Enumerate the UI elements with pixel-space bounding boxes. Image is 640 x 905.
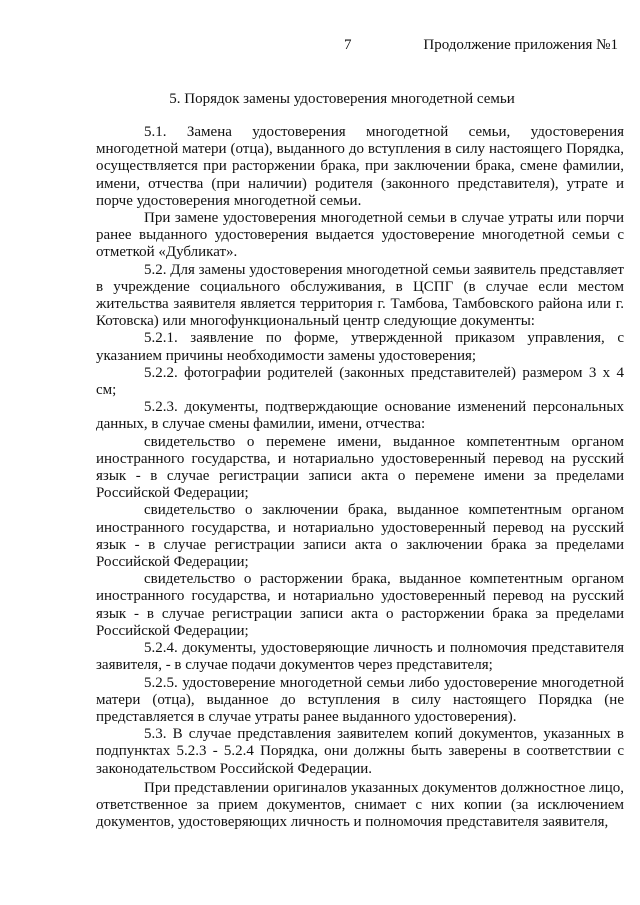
paragraph-5-2-5: 5.2.5. удостоверение многодетной семьи либо удостоверение многодетной матери (отца), выданное до вступления в силу настоящего Порядка (не представляется в случае утраты ранее выданного удостоверения).	[96, 674, 624, 725]
paragraph-duplicate: При замене удостоверения многодетной семьи в случае утраты или порчи ранее выданного удостоверения выдается удостоверение многодетной семьи с отметкой «Дубликат».	[96, 210, 624, 261]
section-title: 5. Порядок замены удостоверения многодетной семьи	[169, 91, 515, 107]
paragraph-5-1: 5.1. Замена удостоверения многодетной семьи, удостоверения многодетной матери (отца), выданного до вступления в силу настоящего Порядка, осуществляется при расторжении брака, при заключении брака, смене фамилии, имени, отчества (при наличии) родителя (законного представителя), утрате и порче удостоверения многодетной семьи.	[96, 124, 624, 209]
paragraph-5-2-2: 5.2.2. фотографии родителей (законных представителей) размером 3 х 4 см;	[96, 364, 624, 399]
page-number: 7	[344, 37, 352, 53]
paragraph-originals: При представлении оригиналов указанных документов должностное лицо, ответственное за прием документов, снимает с них копии (за исключением документов, удостоверяющих личность и полномочия представителя заявителя,	[96, 779, 624, 831]
paragraph-marriage-certificate: свидетельство о заключении брака, выданное компетентным органом иностранного государства, и нотариально удостоверенный перевод на русский язык - в случае регистрации записи акта о заключении брака за пределами Российской Федерации;	[96, 502, 624, 571]
paragraph-5-2-1: 5.2.1. заявление по форме, утвержденной приказом управления, с указанием причины необходимости замены удостоверения;	[96, 330, 624, 364]
paragraph-5-3: 5.3. В случае представления заявителем копий документов, указанных в подпунктах 5.2.3 - 5.2.4 Порядка, они должны быть заверены в соответствии с законодательством Российской Федерации.	[96, 726, 624, 777]
appendix-continuation-note: Продолжение приложения №1	[423, 37, 618, 53]
paragraph-5-2-4: 5.2.4. документы, удостоверяющие личность и полномочия представителя заявителя, - в случае подачи документов через представителя;	[96, 640, 624, 674]
page-header	[0, 37, 640, 57]
paragraph-name-change-certificate: свидетельство о перемене имени, выданное компетентным органом иностранного государства, и нотариально удостоверенный перевод на русский язык - в случае регистрации записи акта о перемене имени за пределами Российской Федерации;	[96, 433, 624, 502]
document-body	[96, 124, 624, 831]
paragraph-5-2-3: 5.2.3. документы, подтверждающие основание изменений персональных данных, в случае смены фамилии, имени, отчества:	[96, 399, 624, 433]
paragraph-5-2: 5.2. Для замены удостоверения многодетной семьи заявитель представляет в учреждение социального обслуживания, в ЦСПГ (в случае если местом жительства заявителя является территория г. Тамбова, Тамбовского района или г. Котовска) или многофункциональный центр следующие документы:	[96, 261, 624, 330]
paragraph-divorce-certificate: свидетельство о расторжении брака, выданное компетентным органом иностранного государства, и нотариально удостоверенный перевод на русский язык - в случае регистрации записи акта о расторжении брака за пределами Российской Федерации;	[96, 571, 624, 639]
